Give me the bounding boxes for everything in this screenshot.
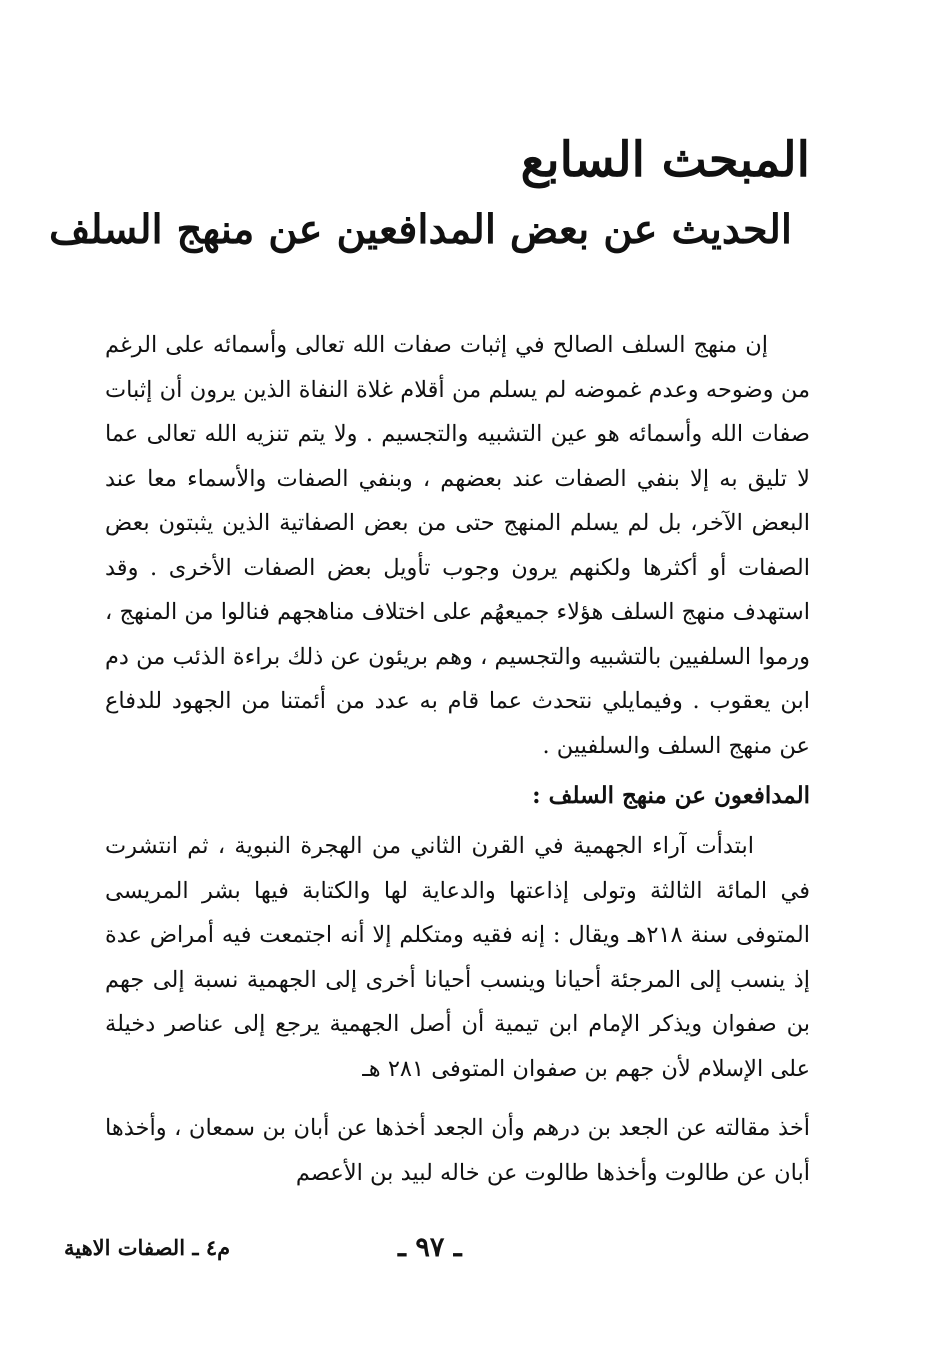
- intro-paragraph: [105, 323, 810, 768]
- page-footer: [0, 1226, 940, 1270]
- chapter-subtitle: الحديث عن بعض المدافعين عن منهج السلف: [48, 206, 792, 253]
- section-heading: المدافعون عن منهج السلف :: [532, 782, 810, 809]
- footer-chapter-label: م٤ ـ الصفات الاهية: [64, 1235, 231, 1260]
- continuation-paragraph: أخذ مقالته عن الجعد بن درهم وأن الجعد أخذها عن أبان بن سمعان ، وأخذها أبان عن طالوت وأخذها طالوت عن خاله لبيد بن الأعصم: [105, 1115, 810, 1186]
- page-number: ـ ٩٧ ـ: [398, 1232, 462, 1263]
- jahmiyya-paragraph: [105, 824, 810, 1091]
- chapter-heading: المبحث السابع: [520, 132, 810, 188]
- jahmiyya-paragraph-text: ابتدأت آراء الجهمية في القرن الثاني من الهجرة النبوية ، ثم انتشرت في المائة الثالثة وتولى إذاعتها والدعاية لها والكتابة فيها بشر المريسى المتوفى سنة ٢١٨هـ ويقال : إنه فقيه ومتكلم إلا أنه اجتمعت فيه أمراض عدة إذ ينسب إلى المرجئة أحيانا وينسب أحيانا أخرى إلى الجهمية نسبة إلى جهم بن صفوان ويذكر الإمام ابن تيمية أن أصل الجهمية يرجع إلى عناصر دخيلة على الإسلام لأن جهم بن صفوان المتوفى ٢٨١ هـ: [105, 833, 811, 1082]
- intro-paragraph-text: إن منهج السلف الصالح في إثبات صفات الله تعالى وأسمائه على الرغم من وضوحه وعدم غموضه لم يسلم من أقلام غلاة النفاة الذين يرون أن إثبات صفات الله وأسمائه هو عين التشبيه والتجسيم . ولا يتم تنزيه الله تعالى عما لا تليق به إلا بنفي الصفات عند بعضهم ، وبنفي الصفات والأسماء معا عند البعض الآخر، بل لم يسلم المنهج حتى من بعض الصفاتية الذين يثبتون بعض الصفات أو أكثرها ولكنهم يرون وجوب تأويل بعض الصفات الأخرى . وقد استهدف منهج السلف هؤلاء جميعهُم على اختلاف مناهجهم فنالوا من المنهج ، ورموا السلفيين بالتشبيه والتجسيم ، وهم بريئون عن ذلك براءة الذئب من دم ابن يعقوب . وفيمايلي نتحدث عما قام به عدد من أئمتنا من الجهود للدفاع عن منهج السلف والسلفيين .: [105, 332, 810, 759]
